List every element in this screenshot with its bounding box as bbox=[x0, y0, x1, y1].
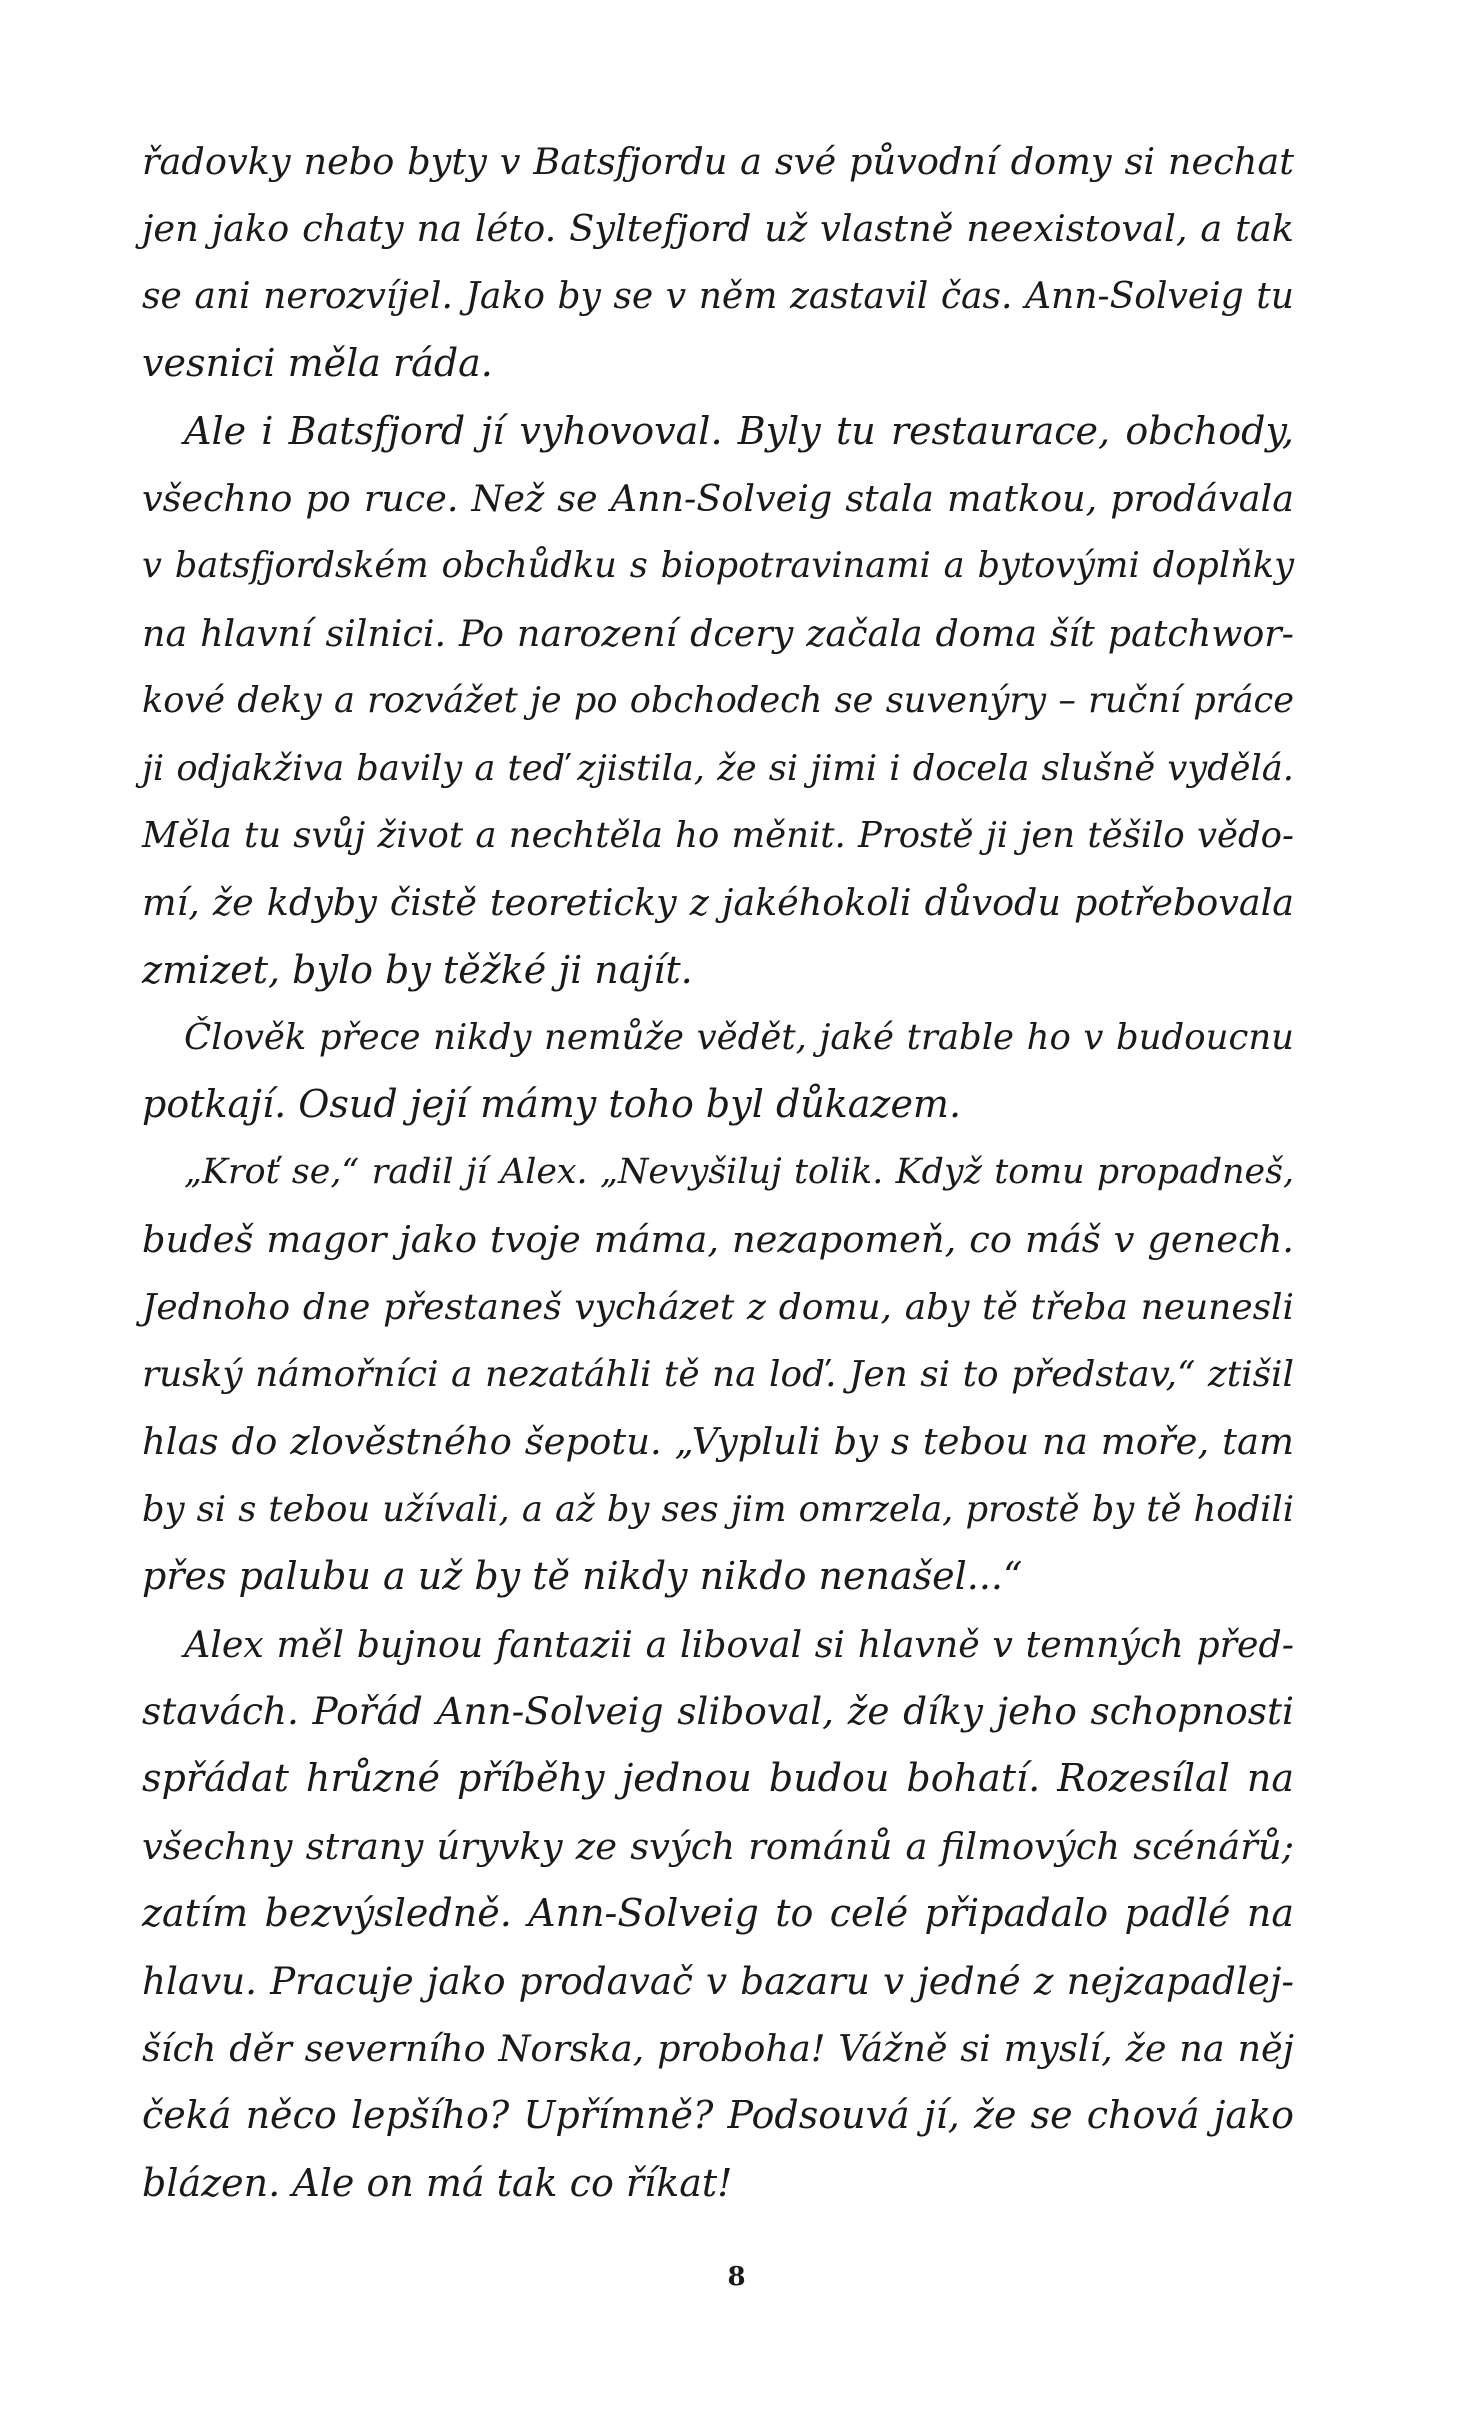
text-line: přes palubu a už by tě nikdy nikdo nenašel...“ bbox=[142, 1554, 1023, 1599]
paragraph bbox=[142, 398, 1294, 1005]
text-line: řadovky nebo byty v Batsfjordu a své původní domy si nechat bbox=[142, 140, 1294, 183]
text-line: stavách. Pořád Ann-Solveig sliboval, že díky jeho schopnosti bbox=[142, 1688, 1294, 1733]
text-line: se ani nerozvíjel. Jako by se v něm zastavil čas. Ann-Solveig tu bbox=[142, 275, 1294, 317]
text-line: mí, že kdyby čistě teoreticky z jakéhokoli důvodu potřebovala bbox=[142, 881, 1294, 925]
text-line: potkají. Osud její mámy toho byl důkazem. bbox=[142, 1082, 962, 1127]
paragraph bbox=[142, 1139, 1294, 1611]
page-number: 8 bbox=[727, 2262, 746, 2292]
paragraph bbox=[142, 128, 1294, 398]
text-line: budeš magor jako tvoje máma, nezapomeň, co máš v genech. bbox=[142, 1218, 1294, 1262]
text-line: „Kroť se,“ radil jí Alex. „Nevyšiluj tolik. Když tomu propadneš, bbox=[184, 1151, 1294, 1192]
text-line: Jednoho dne přestaneš vycházet z domu, aby tě třeba neunesli bbox=[142, 1286, 1294, 1328]
text-line: jen jako chaty na léto. Syltefjord už vlastně neexistoval, a tak bbox=[142, 207, 1294, 251]
text-line: spřádat hrůzné příběhy jednou budou bohatí. Rozesílal na bbox=[142, 1756, 1294, 1801]
text-line: v batsfjordském obchůdku s biopotravinami a bytovými doplňky bbox=[142, 545, 1294, 587]
text-line: zmizet, bylo by těžké ji najít. bbox=[142, 947, 693, 992]
text-line: na hlavní silnici. Po narození dcery začala doma šít patchwor- bbox=[142, 611, 1294, 655]
text-line: všechny strany úryvky ze svých románů a filmových scénářů; bbox=[142, 1824, 1294, 1868]
text-line: všechno po ruce. Než se Ann-Solveig stala matkou, prodávala bbox=[142, 476, 1294, 520]
text-line: Alex měl bujnou fantazii a liboval si hlavně v temných před- bbox=[184, 1622, 1294, 1666]
paragraph bbox=[142, 1004, 1294, 1139]
text-line: kové deky a rozvážet je po obchodech se suvenýry – ruční práce bbox=[142, 680, 1294, 722]
text-line: by si s tebou užívali, a až by ses jim omrzela, prostě by tě hodili bbox=[142, 1488, 1294, 1530]
body-text bbox=[142, 128, 1294, 2217]
text-line: Člověk přece nikdy nemůže vědět, jaké trable ho v budoucnu bbox=[184, 1017, 1294, 1059]
text-line: ruský námořníci a nezatáhli tě na loď. Jen si to představ,“ ztišil bbox=[142, 1354, 1294, 1396]
text-line: ších děr severního Norska, proboha! Vážně si myslí, že na něj bbox=[142, 2026, 1294, 2070]
text-line: vesnici měla ráda. bbox=[142, 341, 493, 386]
text-line: Ale i Batsfjord jí vyhovoval. Byly tu restaurace, obchody, bbox=[184, 408, 1294, 453]
paragraph bbox=[142, 1611, 1294, 2218]
text-line: ji odjakživa bavily a teď zjistila, že si jimi i docela slušně vydělá. bbox=[142, 747, 1294, 789]
text-line: Měla tu svůj život a nechtěla ho měnit. Prostě ji jen těšilo vědo- bbox=[142, 814, 1294, 856]
text-line: zatím bezvýsledně. Ann-Solveig to celé připadalo padlé na bbox=[142, 1891, 1294, 1936]
text-line: čeká něco lepšího? Upřímně? Podsouvá jí, že se chová jako bbox=[142, 2093, 1294, 2138]
text-line: hlavu. Pracuje jako prodavač v bazaru v jedné z nejzapadlej- bbox=[142, 1958, 1294, 2003]
text-line: blázen. Ale on má tak co říkat! bbox=[142, 2160, 733, 2205]
text-line: hlas do zlověstného šepotu. „Vypluli by s tebou na moře, tam bbox=[142, 1420, 1294, 1464]
